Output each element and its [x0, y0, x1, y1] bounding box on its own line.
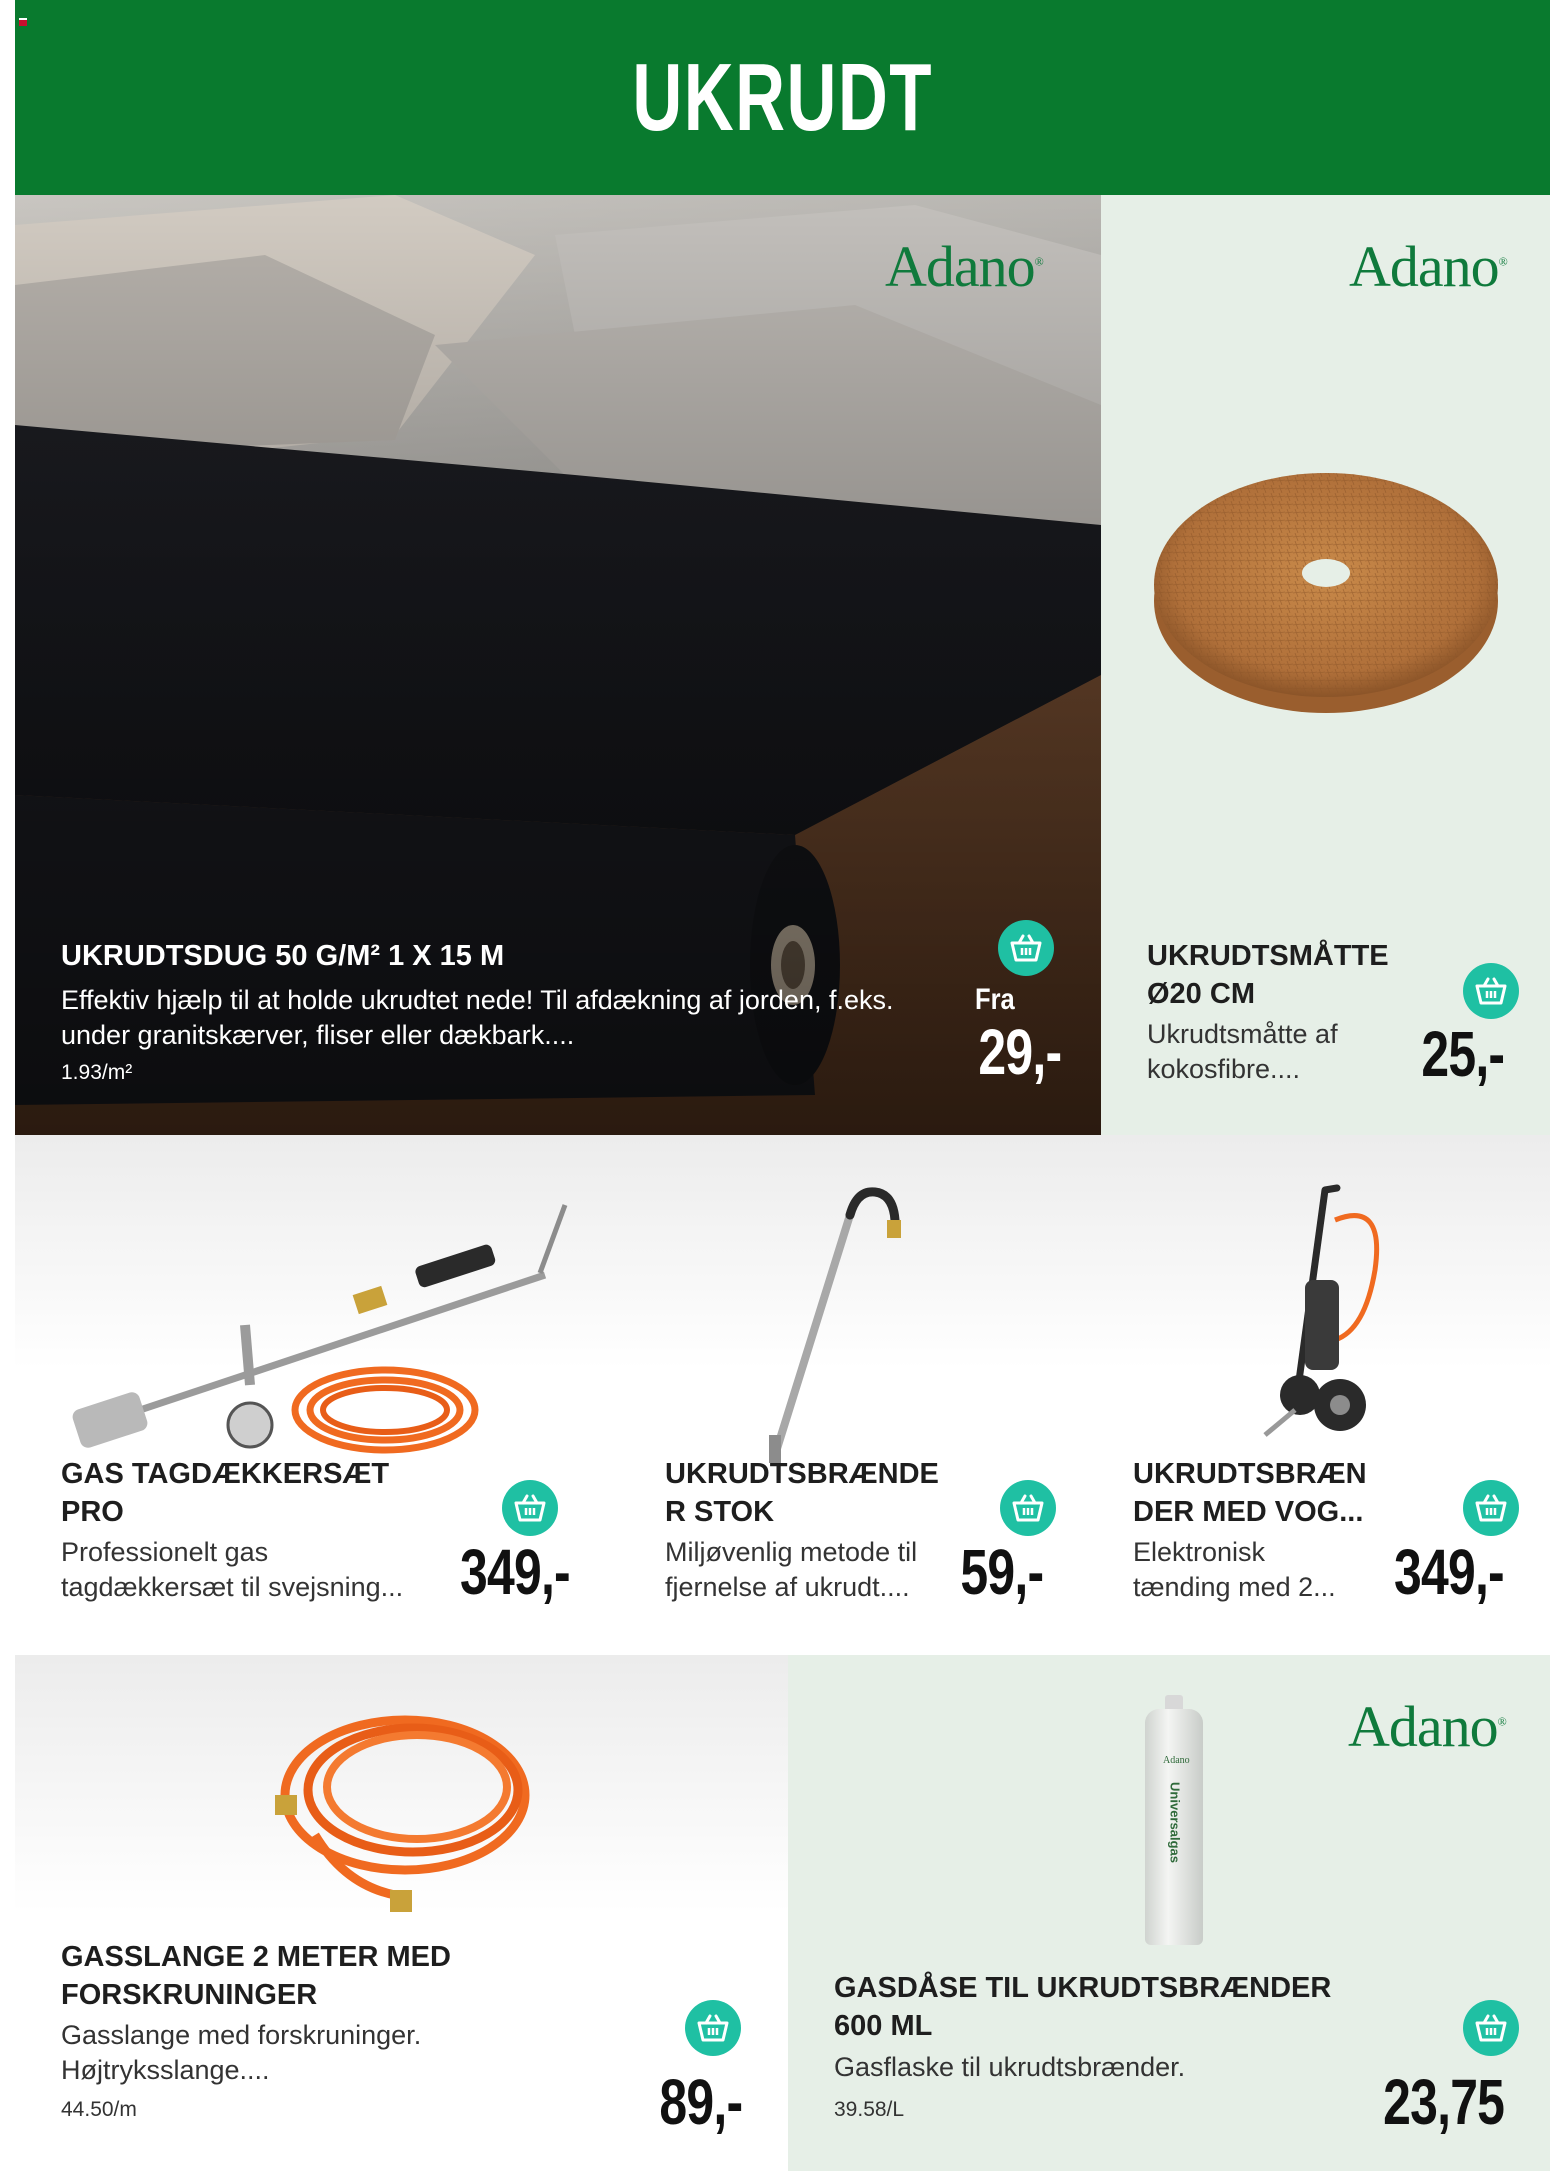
add-to-basket-button[interactable] — [685, 2000, 741, 2056]
product-description-line1: Gasflaske til ukrudtsbrænder. — [834, 2052, 1186, 2082]
page-header — [15, 0, 1550, 195]
product-image-roof-torch-kit — [55, 1185, 605, 1465]
brand-logo-adano: Adano® — [885, 234, 1043, 299]
product-price: 349,- — [1394, 1536, 1504, 1608]
add-to-basket-button[interactable] — [1000, 1480, 1056, 1536]
basket-icon — [513, 1493, 547, 1523]
basket-icon — [1474, 1493, 1508, 1523]
product-card-ukrudtsbraender-stok[interactable] — [605, 1135, 1085, 1655]
product-name-line1: GAS TAGDÆKKERSÆT — [61, 1458, 390, 1490]
catalog-page — [15, 0, 1550, 2171]
product-price: 89,- — [659, 2066, 742, 2138]
product-name-line1: UKRUDTSBRÆNDE — [665, 1458, 939, 1490]
product-name-line2: FORSKRUNINGER — [61, 1979, 318, 2011]
basket-icon — [696, 2013, 730, 2043]
product-image-weed-burner-trolley — [1255, 1180, 1455, 1470]
unit-price: 39.58/L — [834, 2098, 905, 2121]
product-price: 23,75 — [1382, 2066, 1504, 2138]
product-description-line1: Miljøvenlig metode til — [665, 1537, 918, 1567]
unit-price: 44.50/m — [61, 2098, 137, 2121]
flag-icon — [19, 18, 27, 26]
basket-icon — [1474, 976, 1508, 1006]
product-description-line1: Effektiv hjælp til at holde ukrudtet nede! Til afdækning af jorden, f.eks. — [61, 985, 894, 1015]
product-name-line1: GASSLANGE 2 METER MED — [61, 1941, 451, 1973]
product-card-ukrudtsmaatte[interactable] — [1101, 195, 1550, 1135]
add-to-basket-button[interactable] — [1463, 2000, 1519, 2056]
product-price: 29,- — [978, 1016, 1061, 1088]
product-price: 349,- — [460, 1536, 570, 1608]
product-name-line1: GASDÅSE TIL UKRUDTSBRÆNDER — [834, 1972, 1332, 2004]
product-card-gas-tagdaekkersaet[interactable] — [15, 1135, 605, 1655]
add-to-basket-button[interactable] — [1463, 963, 1519, 1019]
product-description-line1: Elektronisk — [1133, 1537, 1266, 1567]
product-row-burners — [15, 1135, 1550, 1655]
brand-logo-adano: Adano® — [1348, 1694, 1506, 1759]
unit-price: 1.93/m² — [61, 1061, 133, 1084]
product-description-line2: fjernelse af ukrudt.... — [665, 1572, 910, 1602]
price-prefix: Fra — [975, 983, 1015, 1016]
add-to-basket-button[interactable] — [1463, 1480, 1519, 1536]
add-to-basket-button[interactable] — [502, 1480, 558, 1536]
add-to-basket-button[interactable] — [998, 920, 1054, 976]
product-description-line2: tagdækkersæt til svejsning... — [61, 1572, 404, 1602]
product-card-ukrudtsbraender-vogn[interactable] — [1085, 1135, 1550, 1655]
basket-icon — [1474, 2013, 1508, 2043]
product-card-ukrudtsdug[interactable] — [15, 195, 1101, 1135]
product-name-line1: UKRUDTSBRÆN — [1133, 1458, 1367, 1490]
product-description-line2: kokosfibre.... — [1147, 1054, 1301, 1084]
product-card-gasslange[interactable] — [15, 1655, 788, 2171]
product-name-line1: UKRUDTSMÅTTE — [1147, 940, 1389, 972]
product-name: UKRUDTSDUG 50 G/M² 1 X 15 M — [61, 940, 505, 972]
basket-icon — [1011, 1493, 1045, 1523]
product-card-gasdaase[interactable] — [788, 1655, 1550, 2171]
product-description-line1: Ukrudtsmåtte af — [1147, 1019, 1338, 1049]
product-description-line2: under granitskærver, fliser eller dækbark.... — [61, 1020, 575, 1050]
page-title: UKRUDT — [632, 43, 933, 151]
product-description-line1: Gasslange med forskruninger. — [61, 2020, 422, 2050]
product-description-line2: tænding med 2... — [1133, 1572, 1336, 1602]
product-description-line2: Højtryksslange.... — [61, 2055, 270, 2085]
product-image-coco-mat — [1101, 405, 1550, 765]
product-price: 25,- — [1421, 1018, 1504, 1090]
product-name-line2: 600 ML — [834, 2010, 933, 2042]
product-description-line1: Professionelt gas — [61, 1537, 269, 1567]
product-image-gas-can: Adano Universalgas — [1143, 1695, 1205, 1945]
product-name-line2: DER MED VOG... — [1133, 1496, 1364, 1528]
product-price: 59,- — [960, 1536, 1043, 1608]
product-image-weed-burner-stick — [745, 1180, 945, 1470]
product-name-line2: PRO — [61, 1496, 124, 1528]
product-image-gas-hose — [255, 1695, 555, 1925]
basket-icon — [1009, 933, 1043, 963]
product-name-line2: R STOK — [665, 1496, 775, 1528]
brand-logo-adano: Adano® — [1349, 234, 1507, 299]
product-name-line2: Ø20 CM — [1147, 978, 1255, 1010]
